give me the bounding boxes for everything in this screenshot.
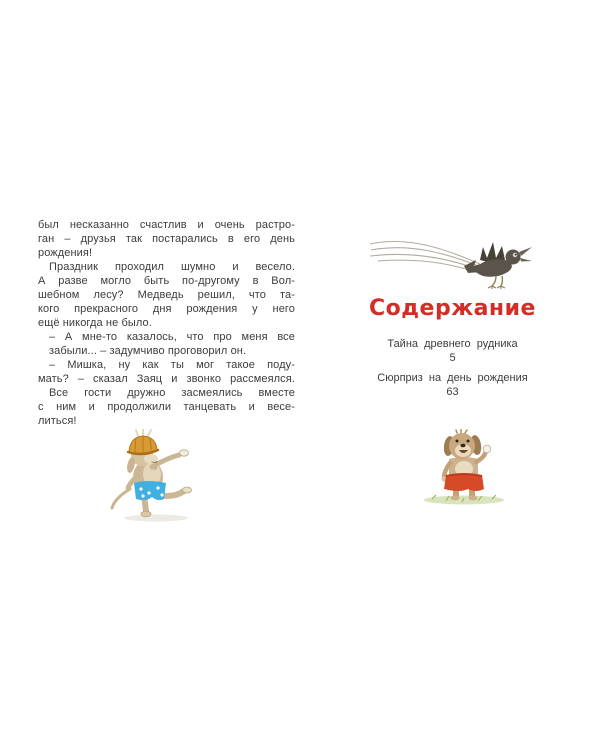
- story-line: ещё никогда не было.: [38, 317, 152, 329]
- story-line: – А мне-то казалось, что про меня все: [49, 331, 295, 343]
- toc-entry: [345, 337, 560, 365]
- story-line: рождения!: [38, 247, 93, 259]
- toc-entry-page: 63: [446, 386, 459, 398]
- story-line: мать? – сказал Заяц и звонко рассмеялся.: [38, 373, 295, 385]
- story-line: кого прекрасного дня рождения у него: [38, 303, 295, 315]
- toc-entry-page: 5: [449, 352, 456, 364]
- dancing-goat-illustration: [100, 429, 215, 523]
- story-line: был несказанно счастлив и очень растро-: [38, 219, 295, 231]
- story-line: литься!: [38, 415, 77, 427]
- toc-entry: [345, 371, 560, 399]
- story-line: ган – друзья так постарались в его день: [38, 233, 295, 245]
- toc-title: Содержание: [369, 296, 536, 321]
- story-line: забыли... – задумчиво проговорил он.: [49, 345, 247, 357]
- story-text-block: [38, 218, 295, 428]
- story-line: А разве могло быть по-другому в Вол-: [38, 275, 295, 287]
- story-line: Праздник проходил шумно и весело.: [49, 261, 295, 273]
- puppy-illustration: [416, 429, 516, 509]
- story-line: – Мишка, ну как ты мог такое поду-: [49, 359, 295, 371]
- story-line: с ним и продолжили танцевать и весе-: [38, 401, 295, 413]
- flying-crow-illustration: [368, 234, 536, 294]
- story-line: шебном лесу? Медведь решил, что та-: [38, 289, 295, 301]
- toc-entry-title: Сюрприз на день рождения: [377, 372, 528, 384]
- story-line: Все гости дружно засмеялись вместе: [49, 387, 295, 399]
- toc-entries: [345, 337, 560, 405]
- toc-entry-title: Тайна древнего рудника: [387, 338, 518, 350]
